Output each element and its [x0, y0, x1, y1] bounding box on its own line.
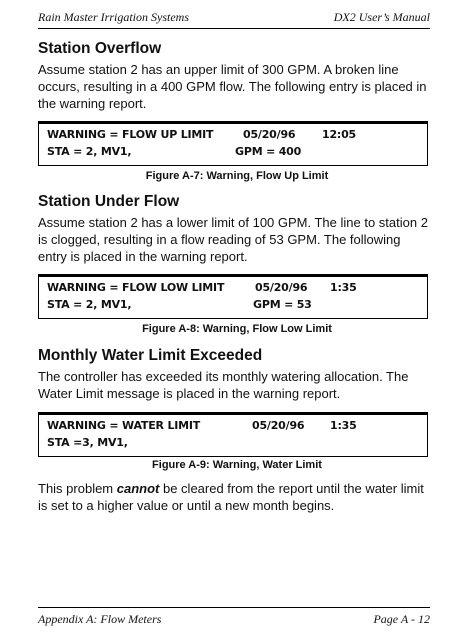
closing-paragraph [38, 480, 430, 514]
section-body-monthly-water-limit: The controller has exceeded its monthly watering allocation. The Water Limit message is placed in the warning report. [38, 369, 409, 401]
warning-flow: GPM = 53 [253, 298, 312, 311]
header-left: Rain Master Irrigation Systems [38, 10, 189, 24]
warning-time: 1:35 [330, 281, 357, 294]
warning-flow: GPM = 400 [235, 145, 302, 158]
display-line-2 [47, 434, 419, 451]
warning-display-water-limit [38, 412, 428, 457]
warning-label: WARNING = WATER LIMIT [47, 419, 201, 432]
section-title-station-overflow: Station Overflow [38, 40, 162, 57]
section-body-station-overflow: Assume station 2 has an upper limit of 300 GPM. A broken line occurs, resulting in a 400 GPM flow. The following entry is placed in the warning report. [38, 62, 427, 111]
figure-caption-a9: Figure A-9: Warning, Water Limit [152, 459, 322, 471]
warning-station: STA = 2, MV1, [47, 298, 132, 311]
closing-emphasis: cannot [116, 481, 160, 496]
page-header [38, 8, 430, 29]
warning-station: STA =3, MV1, [47, 436, 128, 449]
display-line-2 [47, 143, 419, 160]
display-line-2 [47, 296, 419, 313]
closing-pre: This problem [38, 481, 117, 496]
section-title-monthly-water-limit: Monthly Water Limit Exceeded [38, 347, 263, 364]
closing-post: be cleared from the report until the water limit is set to a higher value or until a new month begins. [38, 481, 424, 513]
warning-date: 05/20/96 [255, 281, 308, 294]
warning-display-flow-up [38, 121, 428, 166]
figure-caption-a7: Figure A-7: Warning, Flow Up Limit [145, 170, 329, 182]
figure-caption-a8: Figure A-8: Warning, Flow Low Limit [142, 323, 332, 335]
warning-date: 05/20/96 [252, 419, 305, 432]
section-title-station-under-flow: Station Under Flow [38, 193, 180, 210]
header-right: DX2 User’s Manual [333, 10, 430, 24]
warning-station: STA = 2, MV1, [47, 145, 132, 158]
footer-left: Appendix A: Flow Meters [38, 612, 162, 626]
warning-label: WARNING = FLOW LOW LIMIT [47, 281, 225, 294]
warning-time: 1:35 [330, 419, 357, 432]
warning-time: 12:05 [322, 128, 357, 141]
warning-date: 05/20/96 [243, 128, 296, 141]
warning-label: WARNING = FLOW UP LIMIT [47, 128, 214, 141]
page-footer [38, 607, 430, 628]
display-line-1 [47, 279, 419, 296]
warning-display-flow-low [38, 274, 428, 319]
display-line-1 [47, 417, 419, 434]
footer-right: Page A - 12 [373, 612, 430, 626]
section-body-station-under-flow: Assume station 2 has a lower limit of 100 GPM. The line to station 2 is clogged, resulting in a flow reading of 53 GPM. The following entry is placed in the warning report. [38, 215, 428, 264]
display-line-1 [47, 126, 419, 143]
